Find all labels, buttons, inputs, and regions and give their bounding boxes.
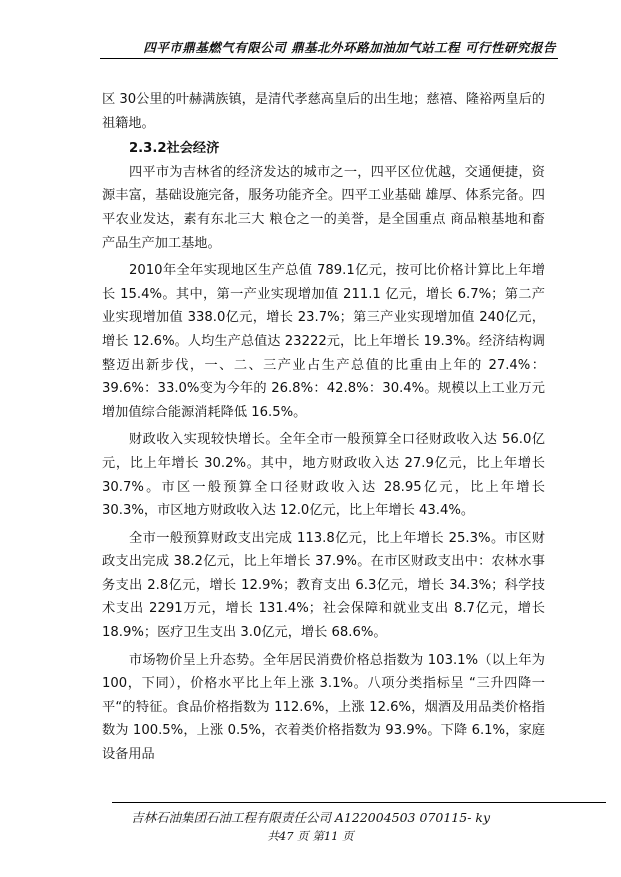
footer-company: 吉林石油集团石油工程有限责任公司 A122004503 070115- ky bbox=[130, 810, 491, 825]
footer-page-number: 共47 页 第11 页 bbox=[267, 829, 354, 843]
paragraph-prices: 市场物价呈上升态势。全年居民消费价格总指数为 103.1%（以上年为 100，下同），价格水平比上年上涨 3.1%。八项分类指标呈 “三升四降一平“的特征。食品价格指数为 112.6%，上涨 12.6%，烟酒及用品类价格指数为 100.5%，上涨 0.5%，衣着类价格指数为 93.9%。下降 6.1%，家庭设备用品 bbox=[102, 652, 545, 763]
paragraph-expenditure: 全市一般预算财政支出完成 113.8亿元，比上年增长 25.3%。市区财政支出完成 38.2亿元，比上年增长 37.9%。在市区财政支出中：农林水事务支出 2.8亿元，增长 12.9%；教育支出 6.3亿元，增长 34.3%；科学技术支出 2291万元，增长 131.4%；社会保障和就业支出 8.7亿元，增长 18.9%；医疗卫生支出 3.0亿元，增长 68.6%。 bbox=[102, 530, 545, 641]
paragraph-revenue: 财政收入实现较快增长。全年全市一般预算全口径财政收入达 56.0亿元，比上年增长 30.2%。其中，地方财政收入达 27.9亿元，比上年增长 30.7%。市区一般预算全口径财政收入达 28.95亿元，比上年增长 30.3%，市区地方财政收入达 12.0亿元，比上年增长 43.4%。 bbox=[102, 432, 545, 519]
paragraph-overview: 四平市为吉林省的经济发达的城市之一，四平区位优越，交通便捷，资源丰富，基础设施完备，服务功能齐全。四平工业基础 雄厚、体系完备。四平农业发达，素有东北三大 粮仓之一的美誉，是全国重点 商品粮基地和畜产品生产加工基地。 bbox=[102, 164, 545, 251]
footer-rule bbox=[112, 802, 606, 803]
paragraph-gdp: 2010年全年实现地区生产总值 789.1亿元，按可比价格计算比上年增长 15.4%。其中，第一产业实现增加值 211.1 亿元，增长 6.7%；第二产业实现增加值 338.0亿元，增长 23.7%；第三产业实现增加值 240亿元，增长 12.6%。人均生产总值达 23222元，比上年增长 19.3%。经济结构调整迈出新步伐，一、二、三产业占生产总值的比重由上年的 27.4%：39.6%：33.0%变为今年的 26.8%：42.8%：30.4%。规模以上工业万元增加值综合能源消耗降低 16.5%。 bbox=[102, 263, 545, 420]
section-heading: 2.3.2社会经济 bbox=[129, 141, 220, 157]
header-rule bbox=[100, 58, 558, 59]
document-body bbox=[102, 88, 545, 771]
page-header: 四平市鼎基燃气有限公司 鼎基北外环路加油加气站工程 可行性研究报告 bbox=[143, 40, 556, 55]
paragraph-continued: 区 30公里的叶赫满族镇，是清代孝慈高皇后的出生地；慈禧、隆裕两皇后的祖籍地。 bbox=[102, 92, 545, 131]
